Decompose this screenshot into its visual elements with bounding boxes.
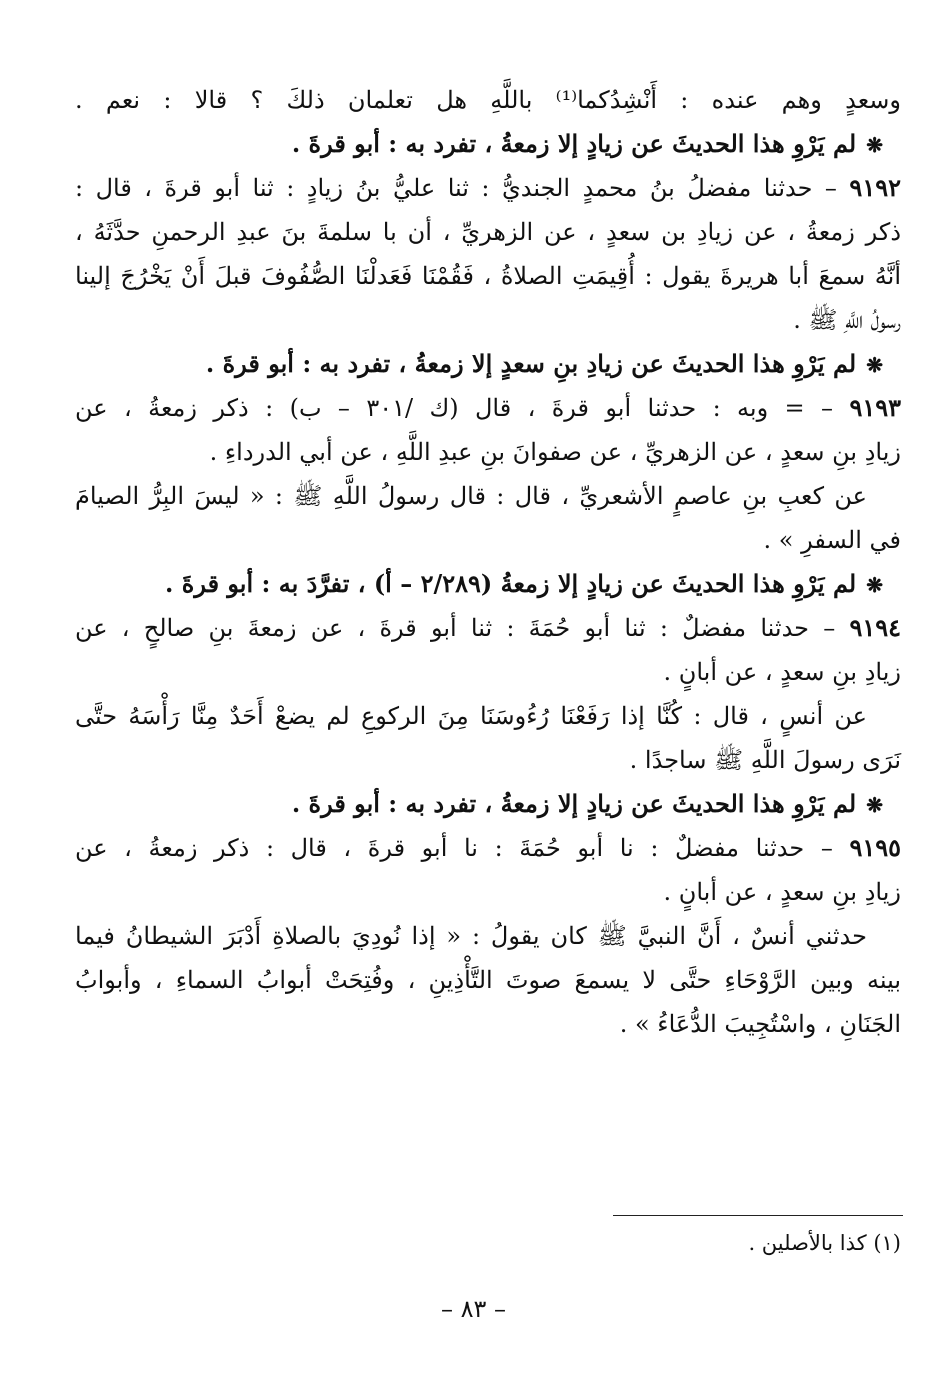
- asterisk-icon: ❋: [866, 793, 883, 817]
- text-line: وسعدٍ وهم عنده : أَنْشِدُكما⁽¹⁾ باللَّهِ هل تعلمان ذلكَ ؟ قالا : نعم .: [75, 86, 901, 114]
- hadith-text: – حدثنا مفضلُ بنُ محمدٍ الجنديُّ : ثنا عليُّ بنُ زيادٍ : ثنا أبو قرةَ ، قال :: [75, 174, 837, 202]
- hadith-9195-line-4: بينه وبين الرَّوْحَاءِ حتَّى لا يسمعَ صوتَ التَّأْذِينِ ، وفُتِحَتْ أبوابُ السماءِ ، وأبوابُ: [75, 966, 901, 994]
- hadith-9194-line-1: [75, 606, 901, 650]
- hadith-text: – حدثنا مفضلٌ : نا أبو حُمَةَ : نا أبو قرةَ ، قال : ذكر زمعةُ ، عن: [75, 834, 833, 862]
- hadith-9195-line-5: الجَنَانِ ، واسْتُجِيبَ الدُّعَاءُ » .: [619, 1010, 901, 1038]
- hadith-9194-line-3: عن أنسٍ ، قال : كُنَّا إذا رَفَعْنَا رُءُوسَنَا مِنَ الركوعِ لم يضعْ أَحَدٌ مِنَّا رَأْسَهُ حتَّى: [75, 702, 867, 730]
- hadith-number: ٩١٩٥: [849, 833, 901, 862]
- hadith-9192-line-4: رسولُ اللَّهِ ﷺ .: [793, 306, 901, 334]
- narration-note: [75, 342, 901, 386]
- hadith-9194-line-4: نَرَى رسولَ اللَّهِ ﷺ ساجدًا .: [629, 746, 901, 774]
- hadith-9195-line-3: حدثني أنسٌ ، أَنَّ النبيَّ ﷺ كان يقولُ : « إذا نُودِيَ بالصلاةِ أَدْبَرَ الشيطانُ فيما: [75, 922, 867, 950]
- asterisk-icon: ❋: [866, 573, 883, 597]
- hadith-number: ٩١٩٢: [849, 173, 901, 202]
- footnote: (١) كذا بالأصلين .: [748, 1231, 901, 1255]
- page-number: – ٨٣ –: [440, 1295, 507, 1323]
- note-text: لم يَرْوِ هذا الحديثَ عن زيادٍ إلا زمعةُ ، تفرد به : أبو قرةَ .: [291, 789, 857, 818]
- note-text: لم يَرْوِ هذا الحديثَ عن زيادٍ إلا زمعةُ ، تفرد به : أبو قرةَ .: [291, 129, 857, 158]
- hadith-text: – = وبه : حدثنا أبو قرةَ ، قال (ك /٣٠١ – ب) : ذكر زمعةُ ، عن: [75, 394, 834, 422]
- asterisk-icon: ❋: [866, 133, 883, 157]
- hadith-text: – حدثنا مفضلٌ : ثنا أبو حُمَةَ : ثنا أبو قرةَ ، عن زمعةَ بنِ صالحٍ ، عن: [75, 614, 836, 642]
- hadith-9194-line-2: زيادِ بنِ سعدٍ ، عن أبانٍ .: [663, 658, 901, 686]
- hadith-9192-line-1: [75, 166, 901, 210]
- note-text: لم يَرْوِ هذا الحديثَ عن زيادٍ إلا زمعةُ (٢/٢٨٩ – أ) ، تفرَّدَ به : أبو قرةَ .: [165, 569, 857, 598]
- hadith-9192-line-3: أنَّهُ سمعَ أبا هريرةَ يقول : أُقِيمَتِ الصلاةُ ، فَقُمْنَا فَعَدلْنَا الصُّفُوفَ قبلَ أَنْ يَخْرُجَ إلينا: [75, 262, 901, 290]
- footnote-divider: [613, 1215, 903, 1216]
- hadith-9192-line-2: ذكر زمعةُ ، عن زيادِ بن سعدٍ ، عن الزهريِّ ، أن با سلمةَ بنَ عبدِ الرحمنِ حدَّثَهُ ،: [75, 218, 902, 246]
- hadith-9193-line-4: في السفرِ » .: [763, 526, 901, 554]
- text-body: [75, 78, 901, 1046]
- hadith-9193-line-2: زيادِ بنِ سعدٍ ، عن الزهريِّ ، عن صفوانَ بنِ عبدِ اللَّهِ ، عن أبي الدرداءِ .: [209, 438, 901, 466]
- narration-note: [75, 562, 901, 606]
- narration-note: [75, 122, 901, 166]
- asterisk-icon: ❋: [866, 353, 883, 377]
- hadith-9193-line-3: عن كعبِ بنِ عاصمٍ الأشعريِّ ، قال : قال رسولُ اللَّهِ ﷺ : « ليسَ البِرُّ الصيامَ: [75, 482, 867, 510]
- hadith-number: ٩١٩٤: [849, 613, 901, 642]
- hadith-number: ٩١٩٣: [849, 393, 901, 422]
- hadith-9193-line-1: [75, 386, 901, 430]
- note-text: لم يَرْوِ هذا الحديثَ عن زيادِ بنِ سعدٍ إلا زمعةُ ، تفرد به : أبو قرةَ .: [205, 349, 857, 378]
- narration-note: [75, 782, 901, 826]
- hadith-9195-line-2: زيادِ بنِ سعدٍ ، عن أبانٍ .: [663, 878, 901, 906]
- hadith-9195-line-1: [75, 826, 901, 870]
